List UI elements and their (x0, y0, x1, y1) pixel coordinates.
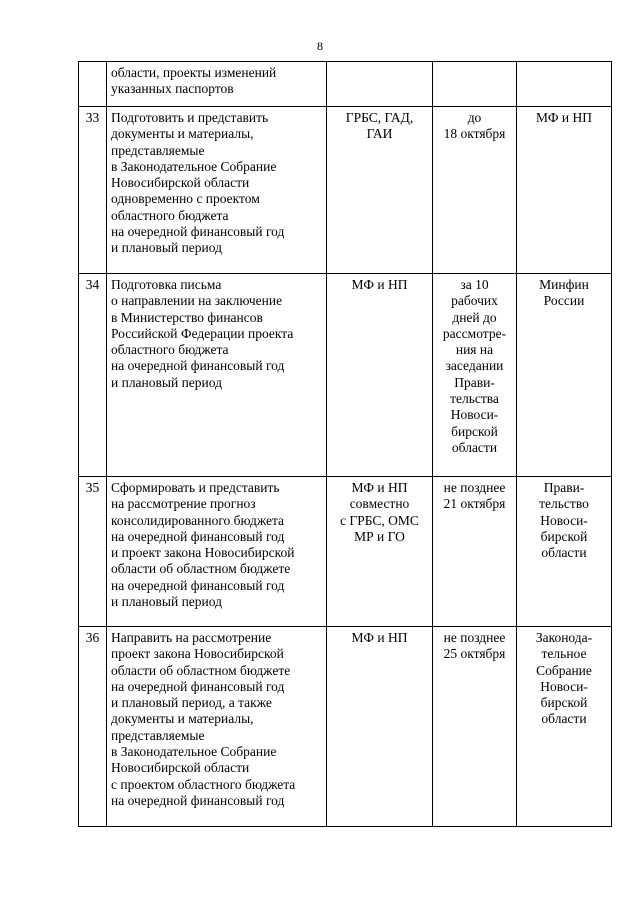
recipient-cell: Минфин России (517, 274, 612, 477)
row-number: 36 (79, 627, 107, 827)
table-row (79, 62, 612, 107)
task-text: Подготовка письма о направлении на заключение в Министерство финансов Российской Федерации проекта областного бюджета на очередной финансовый год и плановый период (107, 274, 327, 477)
deadline-cell: не позднее 25 октября (433, 627, 517, 827)
task-text: Сформировать и представить на рассмотрение прогноз консолидированного бюджета на очередной финансовый год и проект закона Новосибирской области об областном бюджете на очередной финансовый год и плановый период (107, 477, 327, 627)
recipient-cell (517, 62, 612, 107)
table-row (79, 627, 612, 827)
recipient-cell: МФ и НП (517, 107, 612, 274)
task-text: Подготовить и представить документы и материалы, представляемые в Законодательное Собрание Новосибирской области одновременно с проектом областного бюджета на очередной финансовый год и плановый период (107, 107, 327, 274)
table-row (79, 274, 612, 477)
deadline-cell: за 10 рабочих дней до рассмотре- ния на заседании Прави- тельства Новоси- бирской области (433, 274, 517, 477)
deadline-cell (433, 62, 517, 107)
task-text: Направить на рассмотрение проект закона Новосибирской области об областном бюджете на очередной финансовый год и плановый период, а также документы и материалы, представляемые в Законодательное Собрание Новосибирской области с проектом областного бюджета на очередной финансовый год (107, 627, 327, 827)
executor-cell: МФ и НП (327, 627, 433, 827)
recipient-cell: Законода- тельное Собрание Новоси- бирской области (517, 627, 612, 827)
row-number (79, 62, 107, 107)
task-text: области, проекты изменений указанных паспортов (107, 62, 327, 107)
executor-cell: ГРБС, ГАД, ГАИ (327, 107, 433, 274)
row-number: 33 (79, 107, 107, 274)
row-number: 35 (79, 477, 107, 627)
executor-cell: МФ и НП совместно с ГРБС, ОМС МР и ГО (327, 477, 433, 627)
deadline-cell: не позднее 21 октября (433, 477, 517, 627)
executor-cell: МФ и НП (327, 274, 433, 477)
table-row (79, 107, 612, 274)
executor-cell (327, 62, 433, 107)
page-number: 8 (317, 39, 323, 53)
schedule-table (78, 61, 612, 827)
row-number: 34 (79, 274, 107, 477)
deadline-cell: до 18 октября (433, 107, 517, 274)
table-row (79, 477, 612, 627)
recipient-cell: Прави- тельство Новоси- бирской области (517, 477, 612, 627)
